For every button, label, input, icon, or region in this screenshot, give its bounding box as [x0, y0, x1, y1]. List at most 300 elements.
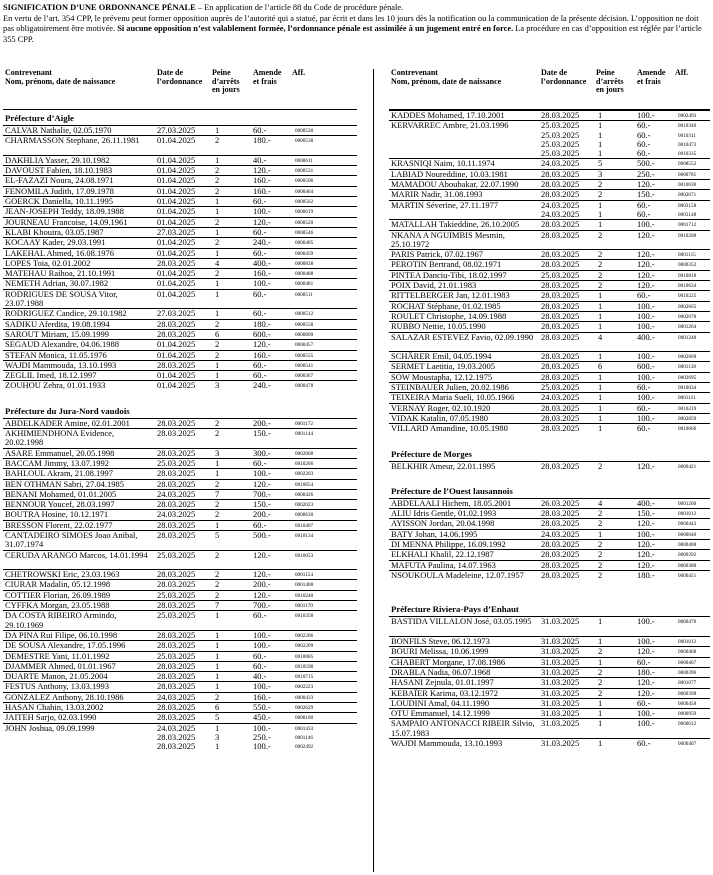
contrevenant-name: NSOUKOULA Madeleine, 12.07.1957	[391, 569, 524, 580]
ordonnance-date: 28.03.2025	[541, 290, 580, 301]
ordonnance-date: 24.03.2025	[157, 691, 196, 702]
affaire-number: 0000481	[295, 281, 314, 288]
peine-jours: 1	[598, 708, 603, 719]
contrevenant-name: NKANA A NGUIMBIS Mesmin, 25.10.1972	[391, 229, 505, 249]
table-row	[3, 479, 357, 489]
table-row	[3, 206, 357, 216]
affaire-number: 0000180	[295, 715, 314, 722]
ordonnance-date: 31.03.2025	[541, 697, 580, 708]
ordonnance-date: 24.03.2025	[541, 208, 580, 219]
amende-frais: 120.-	[253, 569, 271, 580]
contrevenant-name: BACCAM Jimmy, 13.07.1992	[5, 457, 110, 468]
affaire-number: 0001154	[295, 572, 313, 579]
amende-frais: 120.-	[637, 269, 655, 280]
contrevenant-name: CALVAR Nathalie, 02.05.1970	[5, 125, 112, 135]
peine-jours: 2	[215, 185, 220, 196]
table-row	[3, 350, 357, 360]
table-row	[389, 646, 710, 656]
affaire-number: 0000612	[678, 721, 697, 728]
contrevenant-name: BATY Johan, 14.06.1995	[391, 528, 478, 539]
table-row	[389, 677, 710, 687]
right-column	[389, 69, 710, 748]
ordonnance-date: 01.04.2025	[157, 370, 196, 381]
ordonnance-date: 28.03.2025	[157, 529, 196, 540]
ordonnance-date: 31.03.2025	[541, 718, 580, 729]
affaire-number: 0000408	[678, 541, 697, 548]
ordonnance-date: 24.03.2025	[157, 722, 196, 733]
table-row	[3, 289, 357, 309]
affaire-number: 0000541	[295, 362, 314, 369]
contrevenant-name: BOUTRA Hosine, 10.12.1971	[5, 509, 109, 520]
table-row	[3, 217, 357, 227]
ordonnance-date: 28.03.2025	[157, 600, 196, 611]
amende-frais: 100.-	[637, 219, 655, 230]
peine-jours: 1	[215, 468, 220, 479]
peine-jours: 1	[598, 697, 603, 708]
affaire-number: 0002068	[295, 450, 314, 457]
notice-title-line	[3, 3, 710, 14]
table-row	[3, 227, 357, 237]
peine-jours: 1	[598, 120, 603, 131]
affaire-number: 0000562	[295, 199, 314, 206]
ordonnance-date: 31.03.2025	[541, 616, 580, 627]
ordonnance-date: 01.04.2025	[157, 268, 196, 279]
table-row	[3, 661, 357, 671]
affaire-number: 0000459	[295, 250, 314, 257]
header-aff: Aff.	[675, 68, 689, 77]
affaire-number: 0000530	[295, 128, 314, 134]
ordonnance-date: 28.03.2025	[541, 259, 580, 270]
table-row	[3, 248, 357, 258]
ordonnance-date: 27.03.2025	[157, 226, 196, 237]
amende-frais: 60.-	[253, 650, 267, 661]
affaire-number: 0001712	[678, 222, 697, 229]
affaire-number: 0000457	[295, 342, 314, 349]
contrevenant-name: DE SOUSA Alexandre, 17.05.1996	[5, 640, 126, 651]
table-row	[3, 530, 357, 550]
table-row	[3, 418, 357, 428]
table-row	[3, 550, 357, 570]
contrevenant-name: SADIKU Aferdita, 19.08.1994	[5, 318, 110, 329]
contrevenant-name: SAMPAIO ANTONACCI RIBEIR Silvio, 15.07.1983	[391, 718, 535, 738]
header-amende: Amende et frais	[637, 68, 666, 86]
affaire-number: 0000392	[678, 552, 697, 559]
amende-frais: 200.-	[253, 417, 271, 428]
ordonnance-date: 28.03.2025	[157, 741, 196, 752]
contrevenant-name: BRESSON Florent, 22.02.1977	[5, 519, 113, 530]
amende-frais: 160.-	[253, 175, 271, 186]
ordonnance-date: 28.03.2025	[541, 249, 580, 260]
ordonnance-date: 28.03.2025	[157, 629, 196, 640]
amende-frais: 120.-	[637, 229, 655, 240]
table-row	[3, 360, 357, 370]
peine-jours: 1	[215, 519, 220, 530]
contrevenant-name: DA COSTA RIBEIRO Armindo, 29.10.1969	[5, 610, 117, 630]
amende-frais: 100.-	[637, 371, 655, 382]
contrevenant-name: LAKEHAL Ahmed, 16.08.1976	[5, 247, 114, 258]
affaire-number: 0010335	[678, 151, 697, 158]
peine-jours: 2	[215, 216, 220, 227]
peine-jours: 1	[598, 351, 603, 362]
peine-jours: 1	[598, 290, 603, 301]
peine-jours: 1	[598, 382, 603, 393]
peine-jours: 2	[598, 687, 603, 698]
contrevenant-name: JEAN-JOSEPH Teddy, 18.09.1988	[5, 206, 124, 217]
contrevenant-name: KERVARREC Ambre, 21.03.1996	[391, 120, 509, 131]
table-row	[3, 579, 357, 589]
peine-jours: 2	[598, 280, 603, 291]
peine-jours: 1	[215, 640, 220, 651]
peine-jours: 3	[215, 380, 220, 391]
ordonnance-date: 31.03.2025	[541, 656, 580, 667]
amende-frais: 700.-	[253, 600, 271, 611]
amende-frais: 60.-	[253, 359, 267, 370]
ordonnance-date: 24.03.2025	[157, 488, 196, 499]
amende-frais: 40.-	[253, 671, 267, 682]
amende-frais: 600.-	[253, 328, 271, 339]
amende-frais: 60.-	[637, 138, 651, 149]
peine-jours: 1	[598, 636, 603, 647]
header-peine: Peine d’arrêts en jours	[212, 68, 240, 95]
ordonnance-date: 28.03.2025	[541, 361, 580, 372]
ordonnance-date: 25.03.2025	[157, 650, 196, 661]
peine-jours: 2	[215, 175, 220, 186]
amende-frais: 60.-	[253, 457, 267, 468]
peine-jours: 2	[215, 691, 220, 702]
ordonnance-date: 28.03.2025	[541, 331, 580, 342]
peine-jours: 1	[598, 371, 603, 382]
peine-jours: 1	[215, 650, 220, 661]
table-row	[389, 529, 710, 539]
affaire-number: 0002206	[295, 632, 314, 639]
peine-jours: 1	[215, 370, 220, 381]
peine-jours: 1	[215, 196, 220, 207]
affaire-number: 0002670	[678, 313, 697, 320]
table-row	[389, 738, 710, 748]
ordonnance-date: 28.03.2025	[157, 569, 196, 580]
contrevenant-name: LOUDINI Amal, 04.11.1990	[391, 697, 490, 708]
table-row	[389, 270, 710, 280]
affaire-number: 0010340	[678, 123, 697, 130]
affaire-number: 0002695	[678, 374, 697, 381]
contrevenant-name: POIX David, 21.01.1983	[391, 280, 477, 291]
contrevenant-name: ROULET Christophe, 14.09.1988	[391, 310, 507, 321]
amende-frais: 60.-	[253, 308, 267, 319]
contrevenant-name: LABIAD Noureddine, 10.03.1981	[391, 168, 508, 179]
affaire-number: 0002493	[678, 113, 697, 119]
table-row	[3, 370, 357, 380]
ordonnance-date: 28.03.2025	[157, 681, 196, 692]
ordonnance-date: 28.03.2025	[157, 640, 196, 651]
ordonnance-date: 27.03.2025	[157, 308, 196, 319]
table-row	[389, 423, 710, 433]
table-row	[3, 125, 357, 135]
amende-frais: 120.-	[637, 280, 655, 291]
contrevenant-name: JOHN Joshua, 09.09.1999	[5, 722, 95, 733]
amende-frais: 100.-	[637, 110, 655, 120]
table-row	[3, 499, 357, 509]
peine-jours: 1	[215, 308, 220, 319]
table-row	[389, 290, 710, 300]
ordonnance-date: 26.03.2025	[541, 497, 580, 508]
contrevenant-name: MARIR Nadir, 31.08.1993	[391, 189, 483, 200]
contrevenant-name: PINTEA Danciu-Tibi, 18.02.1997	[391, 269, 507, 280]
table-row	[389, 461, 710, 471]
ordonnance-date: 28.03.2025	[541, 179, 580, 190]
affaire-number: 0000959	[678, 711, 697, 718]
contrevenant-name: HASANI Zejnula, 01.01.1997	[391, 677, 494, 688]
table-row	[389, 667, 710, 677]
contrevenant-name: STEFAN Monica, 11.05.1976	[5, 349, 107, 360]
peine-jours: 1	[598, 423, 603, 434]
amende-frais: 60.-	[637, 697, 651, 708]
contrevenant-name: DAKHLIA Yasser, 29.10.1982	[5, 154, 110, 165]
contrevenant-name: BELKHIR Ameur, 22.01.1995	[391, 460, 496, 471]
amende-frais: 60.-	[637, 290, 651, 301]
peine-jours: 1	[598, 392, 603, 403]
amende-frais: 100.-	[253, 629, 271, 640]
prefecture-heading: Préfecture Riviera-Pays d’Enhaut	[391, 604, 519, 615]
ordonnance-date: 24.03.2025	[157, 509, 196, 520]
contrevenant-name: BENANI Mohamed, 01.01.2005	[5, 488, 117, 499]
amende-frais: 160.-	[253, 691, 271, 702]
affaire-number: 0002023	[295, 502, 314, 509]
amende-frais: 120.-	[253, 165, 271, 176]
ordonnance-date: 24.03.2025	[541, 158, 580, 169]
affaire-number: 0000520	[295, 219, 314, 226]
table-row	[3, 458, 357, 468]
contrevenant-name: DRABLA Nadia, 06.07.1968	[391, 666, 491, 677]
peine-jours: 2	[598, 549, 603, 560]
amende-frais: 100.-	[253, 741, 271, 752]
ordonnance-date: 28.03.2025	[541, 300, 580, 311]
affaire-number: 0001077	[678, 680, 697, 687]
table-row	[3, 329, 357, 339]
affaire-number: 0001200	[678, 500, 697, 507]
contrevenant-name: ABDELKADER Amine, 02.01.2001	[5, 417, 130, 428]
ordonnance-date: 28.03.2025	[157, 478, 196, 489]
contrevenant-name: FESTUS Anthony, 13.03.1993	[5, 681, 110, 692]
affaire-number: 0000396	[678, 669, 697, 676]
notice-paragraph-bold: Si aucune opposition n’est valablement formée, l’ordonnance pénale est assimilée à un jugement entré en force.	[117, 24, 514, 34]
amende-frais: 150.-	[253, 499, 271, 510]
amende-frais: 100.-	[637, 718, 655, 729]
amende-frais: 60.-	[637, 208, 651, 219]
peine-jours: 1	[598, 321, 603, 332]
contrevenant-name: ASARE Emmanuel, 20.05.1998	[5, 447, 115, 458]
ordonnance-date: 28.03.2025	[157, 417, 196, 428]
affaire-number: 0002209	[295, 643, 314, 650]
ordonnance-date: 28.03.2025	[157, 702, 196, 713]
affaire-number: 0000838	[295, 260, 314, 267]
table-row	[3, 237, 357, 247]
table-row	[3, 681, 357, 691]
affaire-number: 0002859	[678, 415, 697, 422]
section-gap	[3, 391, 357, 403]
affaire-number: 0010358	[295, 613, 314, 620]
notice-paragraph	[3, 14, 710, 46]
affaire-number: 0000630	[295, 512, 314, 519]
amende-frais: 100.-	[637, 392, 655, 403]
peine-jours: 2	[598, 259, 603, 270]
affaire-number: 0001012	[678, 639, 697, 646]
peine-jours: 1	[598, 219, 603, 230]
ordonnance-date: 28.03.2025	[157, 712, 196, 723]
affaire-number: 0000458	[678, 700, 697, 707]
table-row	[389, 518, 710, 528]
contrevenant-name: MAMADOU Aboubakar, 22.07.1990	[391, 179, 519, 190]
prefecture-heading: Préfecture du Jura-Nord vaudois	[5, 405, 130, 416]
contrevenant-name: MARTIN Séverine, 27.11.1977	[391, 199, 499, 210]
peine-jours: 6	[215, 702, 220, 713]
ordonnance-date: 25.03.2025	[157, 589, 196, 600]
amende-frais: 60.-	[637, 120, 651, 131]
ordonnance-date: 28.03.2025	[541, 460, 580, 471]
amende-frais: 180.-	[637, 666, 655, 677]
left-entries	[3, 110, 357, 752]
contrevenant-name: CYFFKA Morgan, 23.05.1988	[5, 600, 110, 611]
affaire-number: 0008552	[678, 161, 697, 168]
peine-jours: 7	[215, 600, 220, 611]
affaire-number: 0000398	[678, 690, 697, 697]
ordonnance-date: 01.04.2025	[157, 165, 196, 176]
affaire-number: 0000781	[678, 171, 697, 178]
peine-jours: 1	[215, 629, 220, 640]
affaire-number: 0001138	[678, 364, 696, 371]
peine-jours: 1	[598, 718, 603, 729]
peine-jours: 1	[215, 206, 220, 217]
table-row	[3, 590, 357, 600]
ordonnance-date: 25.03.2025	[157, 610, 196, 621]
contrevenant-name: PEROTIN Bertrand, 08.02.1971	[391, 259, 502, 270]
contrevenant-name: CANTADEIRO SIMOES Joao Anibal, 31.07.1974	[5, 529, 138, 550]
ordonnance-date: 31.03.2025	[541, 708, 580, 719]
notice-header	[3, 3, 710, 45]
ordonnance-date: 28.03.2025	[541, 549, 580, 560]
notice-paragraph-text: En vertu de l’art. 354 CPP, le prévenu peut former opposition auprès de l’autorité qui a statué, par écrit et dans les 10 jours dès la notification ou la communication de la présente décision. L’opposition ne doit pas obligatoirement être motivée.	[3, 13, 699, 34]
peine-jours: 1	[215, 288, 220, 299]
amende-frais: 100.-	[637, 310, 655, 321]
peine-jours: 1	[215, 660, 220, 671]
contrevenant-name: ELKHALI Khalil, 22.12.1987	[391, 549, 494, 560]
peine-jours: 2	[215, 165, 220, 176]
ordonnance-date: 28.03.2025	[541, 412, 580, 423]
table-row	[389, 361, 710, 371]
amende-frais: 500.-	[253, 529, 271, 540]
amende-frais: 60.-	[637, 129, 651, 140]
ordonnance-date: 28.03.2025	[157, 671, 196, 682]
ordonnance-date: 28.03.2025	[157, 447, 196, 458]
amende-frais: 120.-	[637, 179, 655, 190]
ordonnance-date: 28.03.2025	[541, 402, 580, 413]
affaire-number: 0000546	[295, 229, 314, 236]
table-row	[389, 120, 710, 158]
affaire-number: 0002203	[295, 471, 314, 478]
table-row	[389, 718, 710, 738]
ordonnance-date: 01.04.2025	[157, 339, 196, 350]
affaire-number: 0003148	[678, 211, 697, 218]
peine-jours: 2	[215, 589, 220, 600]
amende-frais: 60.-	[637, 738, 651, 749]
affaire-number: 0010407	[295, 522, 314, 529]
table-row	[389, 403, 710, 413]
peine-jours: 5	[215, 712, 220, 723]
prefecture-heading: Préfecture d’Aigle	[5, 113, 74, 123]
ordonnance-date: 01.04.2025	[157, 206, 196, 217]
contrevenant-name: BEN OTHMAN Sabri, 27.04.1985	[5, 478, 124, 489]
table-row	[389, 688, 710, 698]
amende-frais: 120.-	[253, 216, 271, 227]
peine-jours: 1	[215, 226, 220, 237]
amende-frais: 250.-	[637, 168, 655, 179]
ordonnance-date: 25.03.2025	[541, 269, 580, 280]
amende-frais: 400.-	[637, 497, 655, 508]
amende-frais: 100.-	[637, 300, 655, 311]
amende-frais: 120.-	[637, 249, 655, 260]
contrevenant-name: BAHLOUL Akram, 21.08.1997	[5, 468, 114, 479]
contrevenant-name: KOCAAY Kader, 29.03.1991	[5, 237, 106, 248]
affaire-number: 0001121	[678, 395, 696, 402]
contrevenant-name: MAFUTA Paulina, 14.07.1963	[391, 559, 496, 570]
ordonnance-date: 01.04.2025	[157, 216, 196, 227]
affaire-number: 0000538	[295, 138, 314, 145]
amende-frais: 160.-	[253, 185, 271, 196]
ordonnance-date: 28.03.2025	[157, 731, 196, 742]
contrevenant-name: SEGAUD Alexandre, 04.06.1988	[5, 339, 120, 350]
table-row	[3, 600, 357, 610]
ordonnance-date: 28.03.2025	[541, 371, 580, 382]
contrevenant-name: WAJDI Mammouda, 13.10.1993	[5, 359, 117, 370]
contrevenant-name: DA PINA Rui Filipe, 06.10.1998	[5, 629, 118, 640]
affaire-number: 0000531	[295, 168, 314, 175]
table-row	[3, 258, 357, 268]
contrevenant-name: KEBAÏER Karima, 03.12.1972	[391, 687, 498, 698]
contrevenant-name: RITTELBERGER Jan, 12.01.1983	[391, 290, 510, 301]
ordonnance-date: 28.03.2025	[541, 508, 580, 519]
contrevenant-name: BENNOUR Youcef, 28.03.1997	[5, 499, 115, 510]
peine-jours: 6	[215, 328, 220, 339]
ordonnance-date: 01.04.2025	[157, 196, 196, 207]
ordonnance-date: 28.03.2025	[541, 569, 580, 580]
table-row	[389, 392, 710, 402]
affaire-number: 0000407	[678, 741, 697, 748]
table-row	[389, 560, 710, 570]
table-row	[3, 308, 357, 318]
peine-jours: 1	[215, 681, 220, 692]
ordonnance-date: 01.04.2025	[157, 154, 196, 165]
contrevenant-name: PARIS Patrick, 07.02.1967	[391, 249, 484, 260]
peine-jours: 1	[598, 110, 603, 120]
amende-frais: 60.-	[253, 660, 267, 671]
table-row	[389, 158, 710, 168]
table-row	[3, 175, 357, 185]
table-row	[389, 708, 710, 718]
ordonnance-date: 25.03.2025	[541, 129, 580, 140]
table-row	[389, 636, 710, 646]
contrevenant-name: DI MENNA Philippe, 16.09.1992	[391, 538, 506, 549]
affaire-number: 0002669	[678, 354, 697, 361]
table-row	[389, 351, 710, 361]
header-date: Date de l’ordonnance	[157, 68, 203, 86]
header-aff: Aff.	[292, 68, 306, 77]
affaire-number: 0001264	[678, 324, 697, 331]
contrevenant-name: MATEHAU Raihoa, 21.10.1991	[5, 268, 116, 279]
affaire-number: 0003158	[678, 202, 697, 209]
ordonnance-date: 01.04.2025	[157, 237, 196, 248]
peine-jours: 1	[215, 154, 220, 165]
ordonnance-date: 01.04.2025	[157, 288, 196, 299]
header-name: Contrevenant Nom, prénom, date de naissance	[5, 68, 116, 86]
